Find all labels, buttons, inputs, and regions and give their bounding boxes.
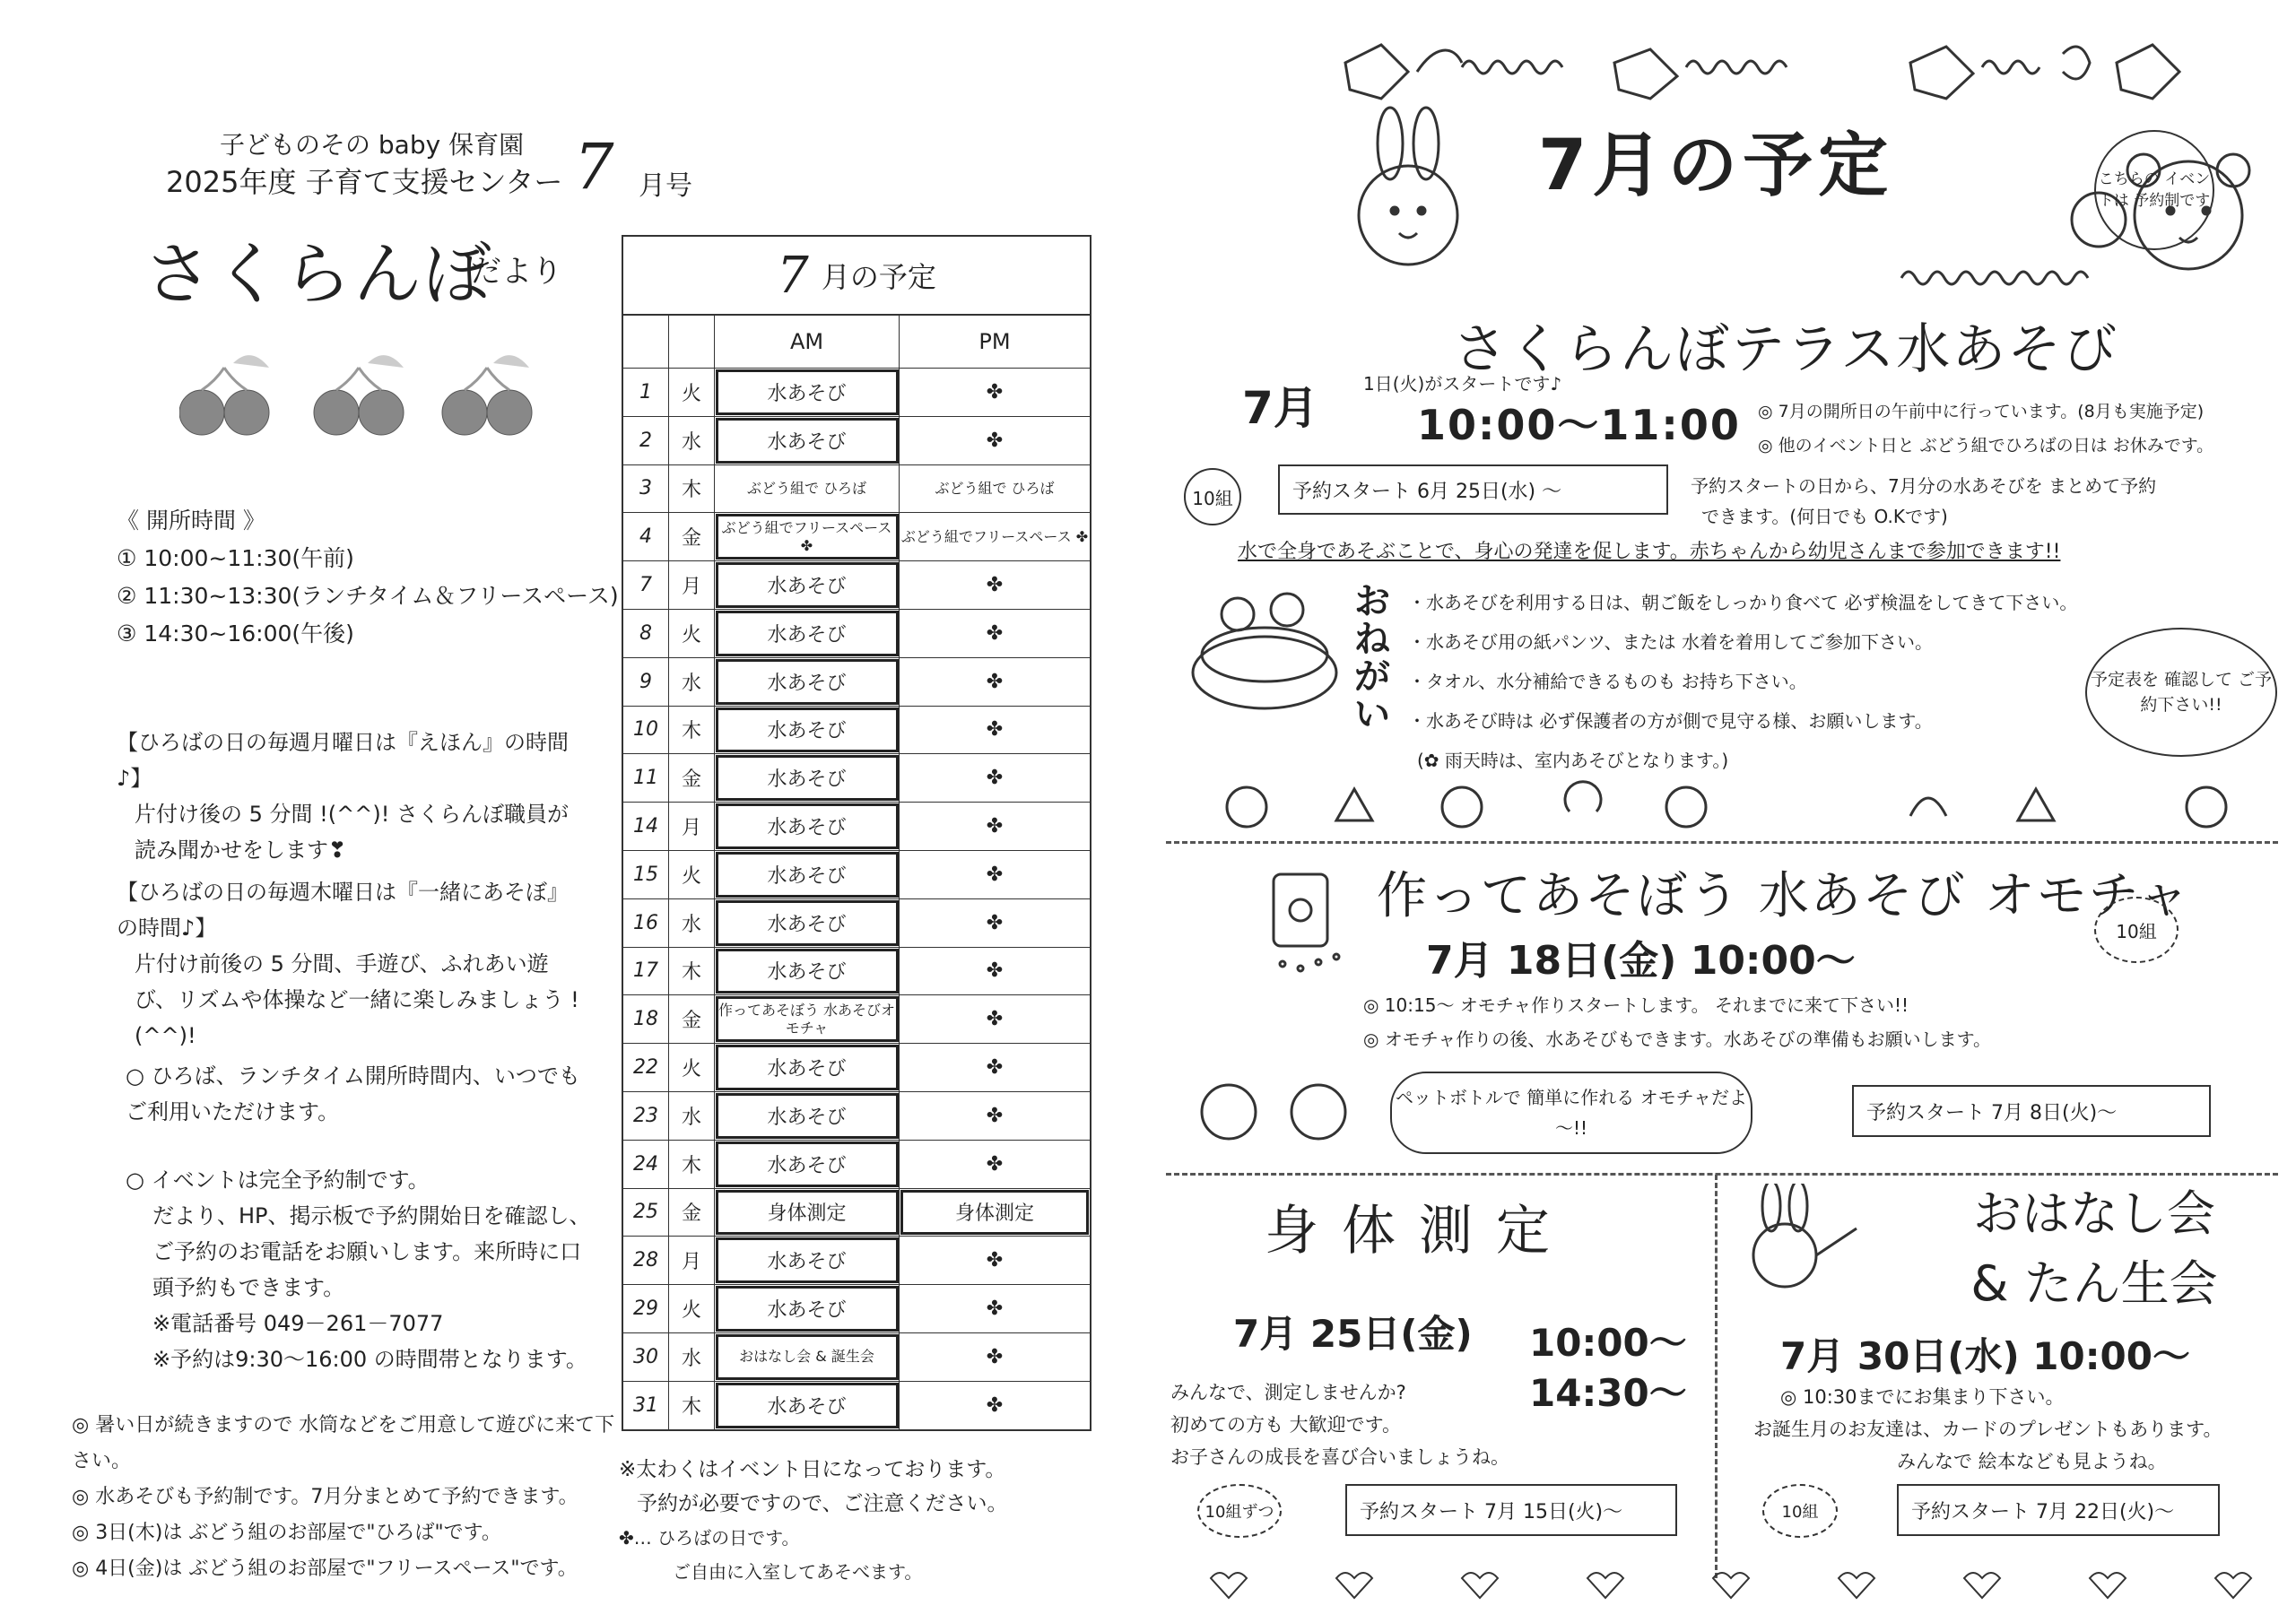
schedule-am-cell: 水あそび (715, 707, 900, 754)
schedule-weekday: 木 (669, 465, 715, 513)
legend-line: 予約が必要ですので、ご注意ください。 (637, 1492, 1008, 1515)
schedule-weekday: 月 (669, 803, 715, 850)
schedule-day: 7 (623, 561, 669, 609)
heart-icon (2215, 1573, 2251, 1598)
shell-icon (2018, 789, 2054, 820)
schedule-row (623, 1333, 1090, 1382)
heart-icon (1964, 1573, 2000, 1598)
schedule-am-cell: ぶどう組で ひろば (715, 465, 900, 513)
schedule-am-cell: 水あそび (715, 1044, 900, 1091)
ehon-note-title: 【ひろばの日の毎週月曜日は『えほん』の時間♪】 (117, 730, 569, 791)
schedule-pm-cell: ✤ (986, 670, 1004, 693)
schedule-weekday: 金 (669, 995, 715, 1043)
heart-icon (1713, 1573, 1749, 1598)
schedule-table (622, 235, 1091, 1431)
schedule-am-cell: 水あそび (715, 851, 900, 898)
schedule-weekday: 水 (669, 417, 715, 464)
cherries-illustration (179, 345, 592, 444)
body-measurement-date: 7月 25日(金) (1233, 1312, 1473, 1356)
schedule-row (623, 1141, 1090, 1189)
crab-icon (1666, 787, 1706, 827)
schedule-day: 4 (623, 513, 669, 560)
schedule-am-cell: 水あそび (715, 1141, 900, 1188)
schedule-pm-cell: ぶどう組で ひろば (935, 479, 1055, 497)
schedule-weekday: 木 (669, 1382, 715, 1429)
toy-note: ◎ 10:15～ オモチャ作りスタートします。 それまでに来て下さい!! (1363, 994, 1909, 1016)
toy-bubble: ペットボトルで 簡単に作れる オモチャだよ～!! (1390, 1072, 1752, 1154)
onegai-item: ・水あそび時は 必ず保護者の方が側で見守る様、お願いします。 (1408, 710, 1933, 732)
schedule-row (623, 707, 1090, 755)
toy-reservation-start: 予約スタート 7月 8日(火)～ (1852, 1085, 2211, 1137)
terrace-capacity: 10組 (1184, 468, 1241, 525)
schedule-am-cell: 水あそび (715, 561, 900, 609)
reservation-bubble: こちらの イベントは 予約制です (2094, 130, 2214, 250)
crab-icon (1292, 1085, 1345, 1139)
info-reservation-body: だより、HP、掲示板で予約開始日を確認し、ご予約のお電話をお願いします。来所時に口頭予約もできます。 (152, 1203, 591, 1300)
schedule-row (623, 610, 1090, 658)
schedule-day: 9 (623, 658, 669, 706)
story-event-capacity: 10組 (1762, 1484, 1838, 1538)
body-measurement-times (1529, 1318, 1687, 1419)
rabbit-storyteller-icon (1731, 1184, 1874, 1318)
schedule-am-cell: 水あそび (715, 369, 900, 416)
opening-hours-item: ② 11:30~13:30(ランチタイム＆フリースペース) (117, 583, 619, 609)
schedule-am-cell: 水あそび (715, 658, 900, 706)
schedule-weekday: 水 (669, 899, 715, 947)
schedule-row (623, 561, 1090, 610)
crab-icon (1442, 787, 1482, 827)
body-measurement-time: 14:30～ (1529, 1371, 1687, 1415)
schedule-weekday: 木 (669, 948, 715, 995)
morning-glory-icon (1345, 45, 1408, 99)
schedule-pm-cell: ぶどう組でフリースペース ✤ (900, 527, 1089, 545)
terrace-description: 水で全身であそぶことで、身心の発達を促します。赤ちゃんから幼児さんまで参加できます!! (1238, 541, 2061, 563)
body-measurement-title: 身体測定 (1265, 1200, 1573, 1263)
right-page-title: 7月の予定 (1538, 126, 1894, 206)
info-reservation-hours: ※予約は9:30～16:00 の時間帯となります。 (152, 1347, 587, 1372)
heart-icon (1336, 1573, 1372, 1598)
section-divider (1166, 841, 2278, 844)
shell-icon (2063, 47, 2090, 79)
onegai-item: (✿ 雨天時は、室内あそびとなります。) (1417, 750, 1729, 771)
schedule-weekday: 金 (669, 513, 715, 560)
body-note: お子さんの成長を喜び合いましょうね。 (1170, 1446, 1509, 1468)
heart-icon (2090, 1573, 2126, 1598)
schedule-weekday: 火 (669, 369, 715, 416)
schedule-day: 16 (623, 899, 669, 947)
heart-icon (1462, 1573, 1498, 1598)
schedule-am-cell: 水あそび (715, 417, 900, 464)
schedule-pm-cell: ✤ (986, 429, 1004, 452)
terrace-start-note: 1日(火)がスタートです♪ (1363, 373, 1562, 395)
schedule-day: 31 (623, 1382, 669, 1429)
schedule-am-cell: 水あそび (715, 803, 900, 850)
schedule-pm-cell: ✤ (986, 1249, 1004, 1272)
schedule-row (623, 1237, 1090, 1285)
schedule-am-cell: 水あそび (715, 1382, 900, 1429)
schedule-weekday: 火 (669, 1044, 715, 1091)
schedule-weekday: 金 (669, 754, 715, 802)
schedule-legend (619, 1453, 1008, 1589)
schedule-am-cell: 水あそび (715, 948, 900, 995)
schedule-weekday: 木 (669, 1141, 715, 1188)
schedule-row (623, 417, 1090, 465)
shell-icon (1336, 789, 1372, 820)
cherry-leaf-icon (233, 355, 269, 368)
schedule-day: 8 (623, 610, 669, 657)
schedule-pm-cell: ✤ (986, 1056, 1004, 1080)
crabs-illustration (1175, 1058, 1381, 1157)
schedule-day: 14 (623, 803, 669, 850)
section-divider-vertical (1715, 1175, 1718, 1578)
info-phone: ※電話番号 049－261－7077 (152, 1311, 444, 1336)
onegai-item: ・タオル、水分補給できるものも お持ち下さい。 (1408, 671, 1807, 692)
legend-line: ✤… ひろばの日です。 (619, 1527, 800, 1549)
schedule-row (623, 369, 1090, 417)
schedule-day: 22 (623, 1044, 669, 1091)
rabbit-face-icon (1359, 166, 1457, 265)
organization-name: 子どものその baby 保育園 (220, 130, 525, 160)
pool-children-illustration (1184, 583, 1345, 717)
terrace-reservation-note-line: できます。(何日でも O.Kです) (1701, 506, 1948, 527)
schedule-pm-cell: ✤ (986, 1393, 1004, 1417)
am-header: AM (715, 316, 900, 368)
schedule-day: 1 (623, 369, 669, 416)
body-measurement-reservation-start: 予約スタート 7月 15日(火)～ (1345, 1484, 1677, 1536)
schedule-day: 28 (623, 1237, 669, 1284)
schedule-am-cell: 水あそび (715, 1092, 900, 1140)
asobo-note-title: 【ひろばの日の毎週木曜日は『一緒にあそぼ』の時間♪】 (117, 880, 569, 941)
schedule-row (623, 754, 1090, 803)
schedule-day: 24 (623, 1141, 669, 1188)
schedule-day: 3 (623, 465, 669, 513)
schedule-row (623, 803, 1090, 851)
schedule-pm-cell: ✤ (986, 1298, 1004, 1321)
schedule-header-row (623, 316, 1090, 369)
hand-note: ◎ 4日(金)は ぶどう組のお部屋で"フリースペース"です。 (72, 1558, 578, 1580)
issue-month: 7 (574, 130, 614, 204)
toy-note: ◎ オモチャ作りの後、水あそびもできます。水あそびの準備もお願いします。 (1363, 1028, 1992, 1050)
schedule-day: 17 (623, 948, 669, 995)
opening-hours (117, 502, 619, 653)
schedule-weekday: 木 (669, 707, 715, 754)
legend-line: ※太わくはイベント日になっております。 (619, 1458, 1006, 1481)
hand-note: ◎ 暑い日が続きますので 水筒などをご用意して遊びに来て下さい。 (72, 1414, 615, 1472)
crab-icon (1227, 787, 1266, 827)
morning-glory-icon (2117, 45, 2179, 99)
schedule-row (623, 1285, 1090, 1333)
schedule-am-cell: 身体測定 (715, 1189, 900, 1237)
schedule-row (623, 899, 1090, 948)
terrace-title: さくらんぼテラス水あそび (1453, 318, 2119, 381)
schedule-pm-cell: ✤ (986, 380, 1004, 404)
schedule-pm-cell: ✤ (986, 1152, 1004, 1176)
body-measurement-time: 10:00～ (1529, 1321, 1687, 1365)
schedule-weekday: 水 (669, 1333, 715, 1381)
schedule-row (623, 658, 1090, 707)
story-event-notes (1753, 1381, 2222, 1478)
schedule-row (623, 513, 1090, 561)
story-note: お誕生月のお友達は、カードのプレゼントもあります。 (1753, 1419, 2222, 1440)
schedule-pm-cell: ✤ (986, 815, 1004, 838)
schedule-am-cell: 水あそび (715, 610, 900, 657)
heart-icon (1211, 1573, 1247, 1598)
schedule-pm-cell: ✤ (986, 1104, 1004, 1127)
schedule-row (623, 851, 1090, 899)
opening-hours-item: ③ 14:30~16:00(午後) (117, 621, 354, 647)
schedule-am-cell: 水あそび (715, 754, 900, 802)
schedule-month: 7 (777, 246, 809, 305)
schedule-day: 15 (623, 851, 669, 898)
story-event-title (1946, 1179, 2242, 1319)
schedule-weekday: 水 (669, 1092, 715, 1140)
newsletter-title-sub: だより (471, 254, 562, 290)
onegai-list (1408, 583, 2077, 780)
schedule-title (623, 237, 1090, 316)
story-event-title-line: & たん生会 (1970, 1255, 2218, 1312)
terrace-reservation-start: 予約スタート 6月 25日(水) ～ (1278, 464, 1668, 515)
schedule-day: 11 (623, 754, 669, 802)
onegai-label: おねがい (1354, 581, 1390, 735)
ehon-note (117, 725, 583, 868)
heart-icon (1587, 1573, 1623, 1598)
schedule-weekday: 火 (669, 610, 715, 657)
asobo-note (117, 874, 583, 1054)
hand-note: ◎ 水あそびも予約制です。7月分まとめて予約できます。 (72, 1486, 578, 1508)
body-note: みんなで、測定しませんか? (1170, 1382, 1406, 1403)
schedule-pm-cell: ✤ (986, 621, 1004, 645)
schedule-day: 18 (623, 995, 669, 1043)
story-event-date: 7月 30日(水) 10:00～ (1780, 1334, 2190, 1378)
schedule-pm-cell: ✤ (986, 718, 1004, 742)
terrace-month: 7月 (1242, 382, 1318, 434)
morning-glory-icon (1910, 47, 1973, 99)
schedule-am-cell: 水あそび (715, 899, 900, 947)
body-measurement-capacity: 10組ずつ (1197, 1484, 1282, 1538)
opening-hours-title: 《 開所時間 》 (117, 508, 265, 534)
shell-icon (1910, 798, 1946, 816)
section-divider (1166, 1173, 2278, 1176)
handwritten-notes (72, 1408, 628, 1587)
terrace-reservation-note-line: 予約スタートの日から、7月分の水あそびを まとめて予約 (1691, 475, 2157, 497)
crab-icon (1202, 1085, 1256, 1139)
schedule-pm-cell: ✤ (986, 959, 1004, 983)
onegai-item: ・水あそびを利用する日は、朝ご飯をしっかり食べて 必ず検温をしてきて下さい。 (1408, 592, 2078, 613)
newsletter-title: さくらんぼ (144, 234, 493, 314)
schedule-pm-cell: ✤ (986, 767, 1004, 790)
schedule-day: 30 (623, 1333, 669, 1381)
body-measurement-notes (1170, 1376, 1509, 1473)
terrace-note: ◎ 7月の開所日の午前中に行っています。(8月も実施予定) (1758, 402, 2205, 421)
schedule-day: 23 (623, 1092, 669, 1140)
schedule-weekday: 水 (669, 658, 715, 706)
terrace-note: ◎ 他のイベント日と ぶどう組でひろばの日は お休みです。 (1758, 436, 2214, 456)
legend-line: ご自由に入室してあそべます。 (673, 1561, 923, 1583)
onegai-item: ・水あそび用の紙パンツ、または 水着を着用してご参加下さい。 (1408, 631, 1933, 653)
schedule-row (623, 948, 1090, 996)
snail-shell-icon (1565, 782, 1601, 812)
story-note: ◎ 10:30までにお集まり下さい。 (1780, 1386, 2065, 1408)
schedule-pm-cell: ✤ (986, 1008, 1004, 1031)
schedule-row (623, 465, 1090, 514)
schedule-pm-cell: ✤ (986, 574, 1004, 597)
schedule-row (623, 1382, 1090, 1429)
schedule-day: 29 (623, 1285, 669, 1332)
info-hiroba: ○ ひろば、ランチタイム開所時間内、いつでもご利用いただけます。 (126, 1063, 580, 1124)
terrace-reservation-note (1691, 471, 2156, 532)
schedule-pm-cell: 身体測定 (900, 1189, 1090, 1237)
schedule-am-cell: 水あそび (715, 1237, 900, 1284)
opening-hours-item: ① 10:00~11:30(午前) (117, 545, 354, 571)
crab-icon (2187, 787, 2226, 827)
toy-event-notes (1363, 988, 1991, 1056)
schedule-row (623, 1044, 1090, 1092)
schedule-day: 25 (623, 1189, 669, 1237)
schedule-pm-cell: ✤ (986, 863, 1004, 886)
schedule-day: 2 (623, 417, 669, 464)
hand-note: ◎ 3日(木)は ぶどう組のお部屋で"ひろば"です。 (72, 1522, 501, 1544)
info-section (126, 1058, 592, 1377)
schedule-row (623, 995, 1090, 1044)
morning-glory-icon (1614, 49, 1677, 99)
sea-creatures-decoration (1193, 771, 2278, 834)
watering-can-icon (1256, 856, 1363, 991)
story-event-reservation-start: 予約スタート 7月 22日(火)～ (1897, 1484, 2220, 1536)
ehon-note-body: 片付け後の 5 分間 !(^^)! さくらんぼ職員が読み聞かせをします❣ (135, 802, 569, 863)
schedule-row (623, 1092, 1090, 1141)
schedule-weekday: 火 (669, 1285, 715, 1332)
info-reservation-title: ○ イベントは完全予約制です。 (126, 1167, 430, 1193)
leaf-icon (1417, 50, 1462, 72)
schedule-title-text: 月の予定 (821, 260, 936, 294)
schedule-am-cell: ぶどう組でフリースペース ✤ (715, 513, 900, 560)
schedule-pm-cell: ✤ (986, 1345, 1004, 1368)
schedule-pm-cell: ✤ (986, 911, 1004, 934)
terrace-time: 10:00～11:00 (1417, 401, 1741, 449)
schedule-am-cell: おはなし会 & 誕生会 (715, 1333, 900, 1381)
story-event-title-line: おはなし会 (1973, 1185, 2215, 1242)
toy-event-title: 作ってあそぼう 水あそび オモチャ (1377, 867, 2191, 925)
pm-header: PM (978, 329, 1011, 354)
story-note: みんなで 絵本なども見ようね。 (1897, 1451, 2167, 1472)
terrace-notes (1758, 395, 2213, 463)
schedule-day: 10 (623, 707, 669, 754)
body-note: 初めての方も 大歓迎です。 (1170, 1414, 1401, 1436)
fiscal-year-center: 2025年度 子育て支援センター (166, 165, 563, 199)
schedule-weekday: 月 (669, 561, 715, 609)
schedule-row (623, 1189, 1090, 1237)
toy-event-date: 7月 18日(金) 10:00～ (1426, 938, 1856, 984)
schedule-weekday: 火 (669, 851, 715, 898)
schedule-weekday: 金 (669, 1189, 715, 1237)
schedule-weekday: 月 (669, 1237, 715, 1284)
heart-icon (1839, 1573, 1874, 1598)
schedule-am-cell: 作ってあそぼう 水あそびオモチャ (715, 995, 900, 1043)
confirm-schedule-bubble: 予定表を 確認して ご予約下さい!! (2085, 628, 2277, 757)
toy-event-capacity: 10組 (2094, 897, 2179, 963)
asobo-note-body: 片付け前後の 5 分間、手遊び、ふれあい遊び、リズムや体操など一緒に楽しみましょう !(^^)! (135, 951, 579, 1048)
issue-month-label: 月号 (639, 170, 692, 202)
schedule-am-cell: 水あそび (715, 1285, 900, 1332)
hearts-decoration (1193, 1560, 2278, 1605)
